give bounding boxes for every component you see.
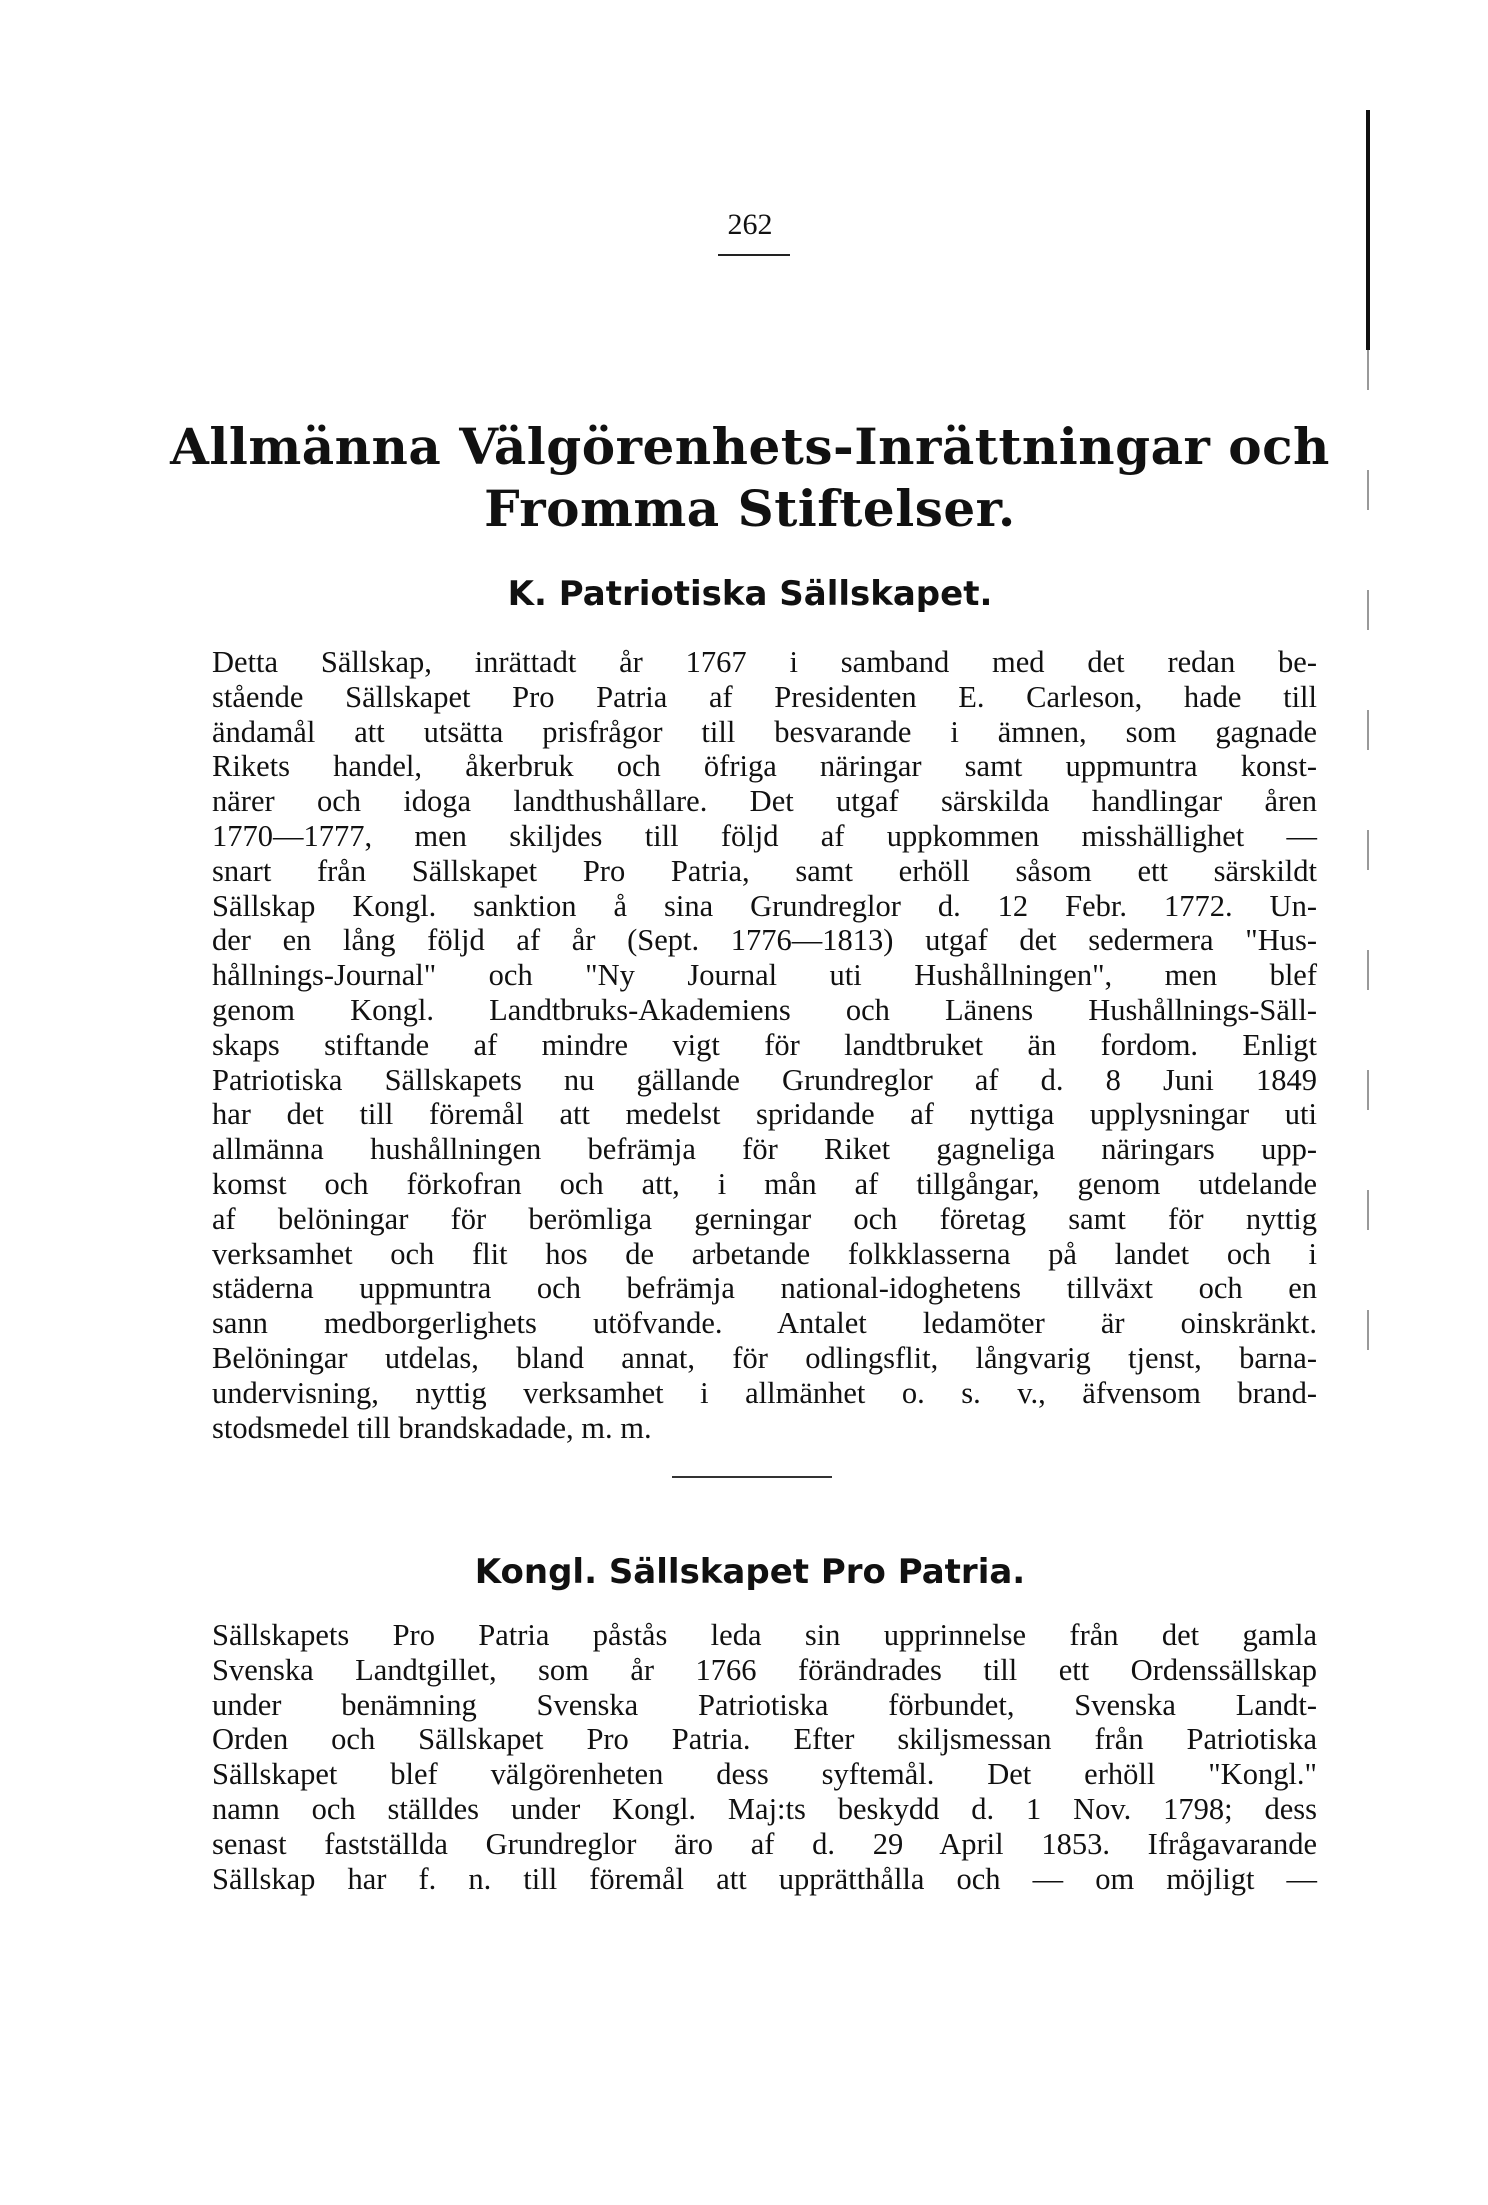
text-line: undervisning, nyttig verksamhet i allmänhet o. s. v., äfvensom brand- (212, 1375, 1317, 1410)
text-line: Sällskapets Pro Patria påstås leda sin upprinnelse från det gamla (212, 1618, 1317, 1652)
text-line: Detta Sällskap, inrättadt år 1767 i samband med det redan be- (212, 645, 1317, 679)
page-number: 262 (727, 208, 773, 241)
text-line: 1770—1777, men skiljdes till följd af uppkommen misshällighet — (212, 818, 1317, 853)
text-line: Belöningar utdelas, bland annat, för odlingsflit, långvarig tjenst, barna- (212, 1340, 1317, 1375)
text-line: genom Kongl. Landtbruks-Akademiens och Länens Hushållnings-Säll- (212, 992, 1317, 1027)
text-line: Sällskapet blef välgörenheten dess syftemål. Det erhöll "Kongl." (212, 1757, 1317, 1792)
text-line: hållnings-Journal" och "Ny Journal uti Hushållningen", men blef (212, 958, 1317, 993)
text-line: Svenska Landtgillet, som år 1766 förändrades till ett Ordenssällskap (212, 1652, 1317, 1687)
text-line: har det till föremål att medelst spridande af nyttiga upplysningar uti (212, 1097, 1317, 1132)
text-line: Rikets handel, åkerbruk och öfriga näringar samt uppmuntra konst- (212, 749, 1317, 784)
title-line-2: Fromma Stiftelser. (484, 479, 1016, 538)
scan-edge-mark (1366, 110, 1370, 350)
text-line: närer och idoga landthushållare. Det utgaf särskilda handlingar åren (212, 784, 1317, 819)
text-line: af belöningar för berömliga gerningar och företag samt för nyttig (212, 1201, 1317, 1236)
section-heading-patriotiska: K. Patriotiska Sällskapet. (507, 574, 993, 614)
text-line: skaps stiftande af mindre vigt för landtbruket än fordom. Enligt (212, 1027, 1317, 1062)
text-line: städerna uppmuntra och befrämja national-idoghetens tillväxt och en (212, 1271, 1317, 1306)
text-line: verksamhet och flit hos de arbetande folkklasserna på landet och i (212, 1236, 1317, 1271)
text-line: stående Sällskapet Pro Patria af Presidenten E. Carleson, hade till (212, 679, 1317, 714)
text-line: Patriotiska Sällskapets nu gällande Grundreglor af d. 8 Juni 1849 (212, 1062, 1317, 1097)
section-heading-pro-patria: Kongl. Sällskapet Pro Patria. (474, 1552, 1026, 1592)
text-line: namn och ställdes under Kongl. Maj:ts beskydd d. 1 Nov. 1798; dess (212, 1791, 1317, 1826)
text-line: der en lång följd af år (Sept. 1776—1813) utgaf det sedermera "Hus- (212, 923, 1317, 958)
text-line: allmänna hushållningen befrämja för Riket gagneliga näringars upp- (212, 1132, 1317, 1167)
text-line: sann medborgerlighets utöfvande. Antalet ledamöter är oinskränkt. (212, 1306, 1317, 1341)
text-line: under benämning Svenska Patriotiska förbundet, Svenska Landt- (212, 1687, 1317, 1722)
paragraph-patriotiska (212, 645, 1317, 1445)
paragraph-pro-patria (212, 1618, 1317, 1896)
section-separator (672, 1476, 832, 1478)
scan-edge-trace (1367, 350, 1369, 1350)
text-line: komst och förkofran och att, i mån af tillgångar, genom utdelande (212, 1166, 1317, 1201)
text-line: Sällskap har f. n. till föremål att upprätthålla och — om möjligt — (212, 1861, 1317, 1896)
text-line: senast fastställda Grundreglor äro af d. 29 April 1853. Ifrågavarande (212, 1826, 1317, 1861)
page-number-rule (718, 254, 790, 256)
text-line: Orden och Sällskapet Pro Patria. Efter skiljsmessan från Patriotiska (212, 1722, 1317, 1757)
text-line: ändamål att utsätta prisfrågor till besvarande i ämnen, som gagnade (212, 714, 1317, 749)
text-line: snart från Sällskapet Pro Patria, samt erhöll såsom ett särskildt (212, 853, 1317, 888)
title-line-1: Allmänna Välgörenhets-Inrättningar och (170, 417, 1330, 476)
text-line: Sällskap Kongl. sanktion å sina Grundreglor d. 12 Febr. 1772. Un- (212, 888, 1317, 923)
text-line: stodsmedel till brandskadade, m. m. (212, 1410, 652, 1445)
page-title (160, 416, 1340, 540)
